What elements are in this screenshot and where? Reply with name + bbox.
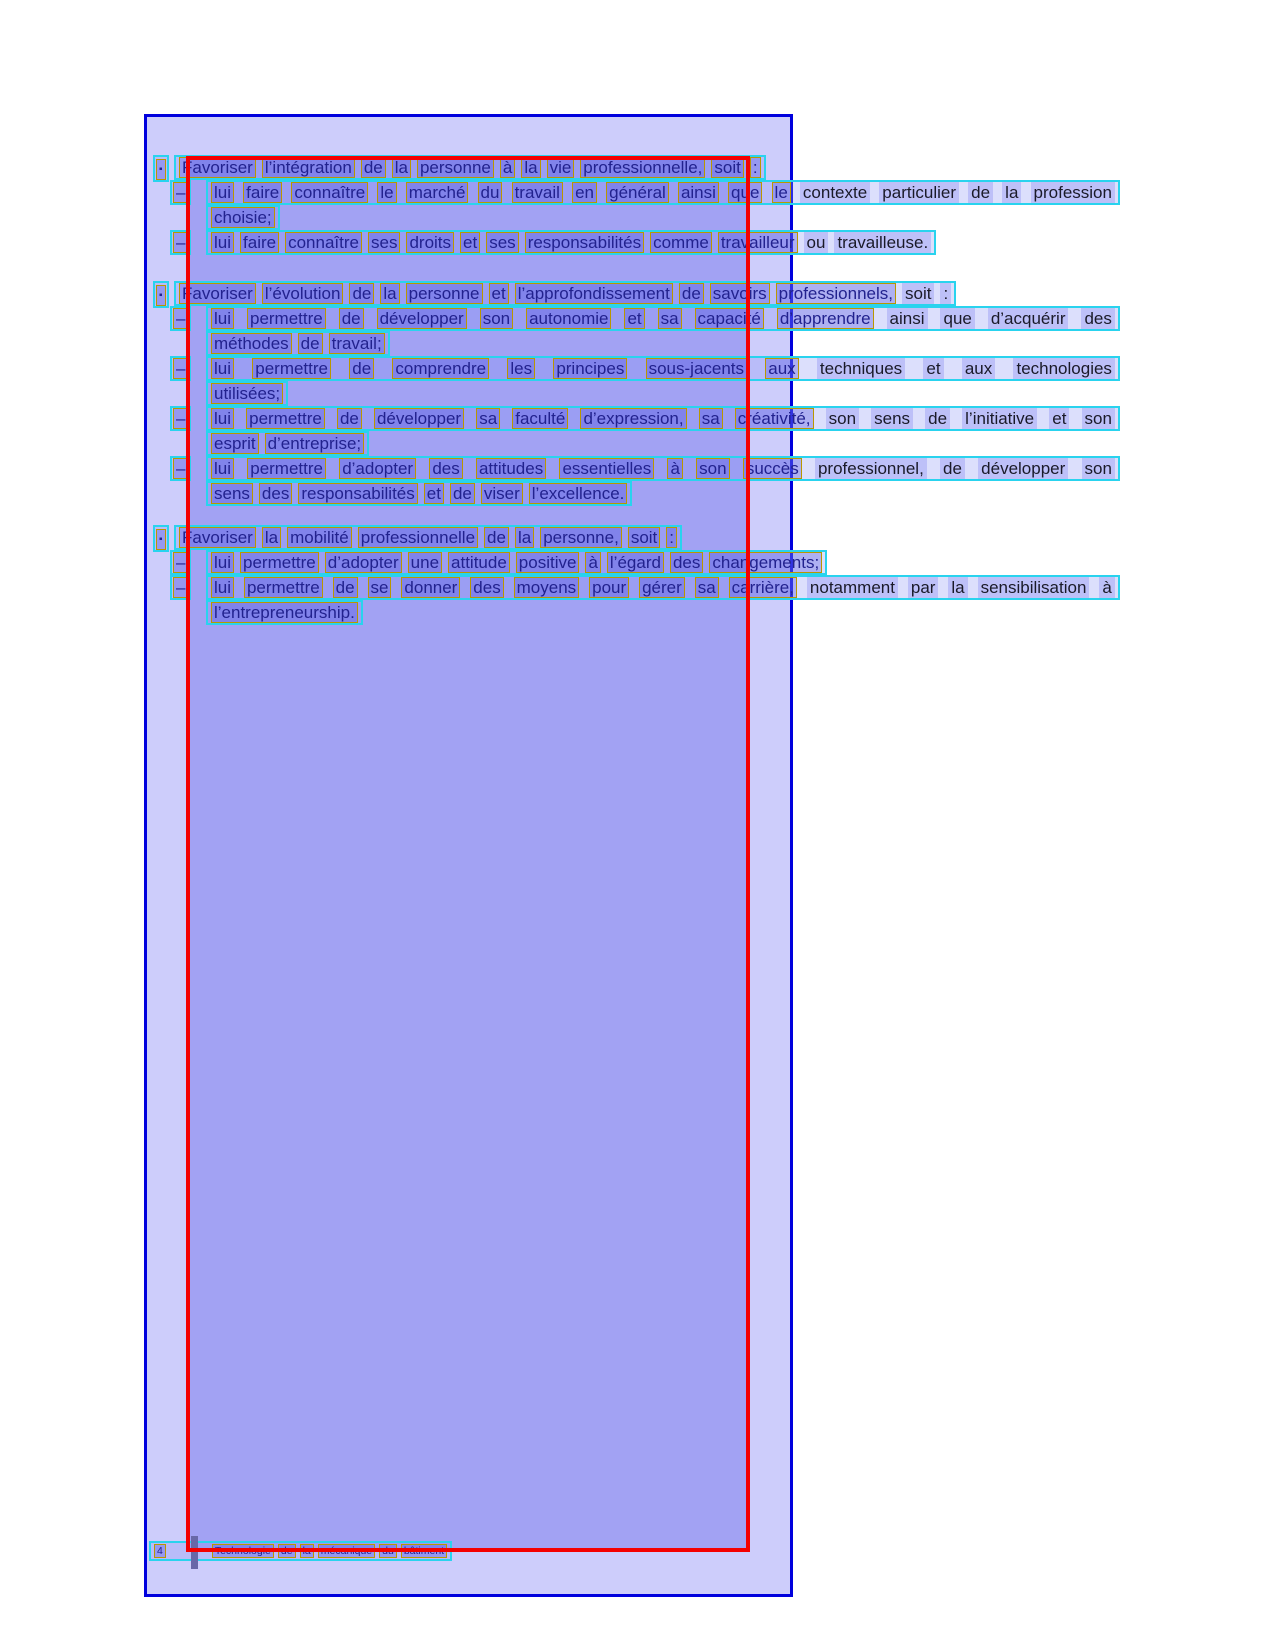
ocr-word: personne	[417, 157, 494, 178]
ocr-word: lui	[211, 577, 234, 598]
ocr-word: d’apprendre	[777, 308, 874, 329]
ocr-word: à	[667, 458, 682, 479]
ocr-word: ▪	[156, 529, 166, 550]
ocr-word: –	[173, 577, 188, 598]
ocr-word: d’adopter	[339, 458, 416, 479]
ocr-word: la	[1002, 182, 1021, 203]
ocr-word: particulier	[879, 182, 959, 203]
ocr-word: utilisées;	[211, 383, 283, 404]
ocr-word: d’entreprise;	[265, 433, 365, 454]
ocr-word: de	[940, 458, 965, 479]
ocr-word: de	[361, 157, 386, 178]
ocr-word: succès	[743, 458, 802, 479]
ocr-word: professionnels,	[776, 283, 896, 304]
ocr-word: le	[377, 182, 396, 203]
ocr-word: –	[173, 232, 188, 253]
ocr-word: général	[606, 182, 669, 203]
ocr-word: par	[908, 577, 939, 598]
ocr-word: l’intégration	[262, 157, 355, 178]
ocr-word: son	[480, 308, 513, 329]
ocr-word: permettre	[247, 458, 326, 479]
ocr-word: soit	[711, 157, 743, 178]
ocr-word: son	[826, 408, 859, 429]
ocr-word: ainsi	[678, 182, 719, 203]
ocr-word: des	[429, 458, 462, 479]
ocr-word: sa	[476, 408, 500, 429]
ocr-word: permettre	[240, 552, 319, 573]
ocr-word: l’entrepreneurship.	[211, 602, 358, 623]
ocr-word: carrière,	[729, 577, 797, 598]
ocr-word: personne,	[540, 527, 622, 548]
ocr-word: des	[470, 577, 503, 598]
ocr-word: l’égard	[607, 552, 664, 573]
ocr-word: sous-jacents	[646, 358, 747, 379]
ocr-word: de	[679, 283, 704, 304]
ocr-word: permettre	[247, 308, 326, 329]
ocr-word: –	[173, 408, 188, 429]
ocr-word: lui	[211, 232, 234, 253]
ocr-word: travail;	[329, 333, 385, 354]
ocr-word: professionnelle	[358, 527, 478, 548]
ocr-word: principes	[553, 358, 627, 379]
ocr-word: droits	[406, 232, 454, 253]
ocr-word: d’acquérir	[988, 308, 1069, 329]
ocr-word: sens	[871, 408, 913, 429]
ocr-word: son	[1082, 458, 1115, 479]
ocr-word: changements;	[709, 552, 822, 573]
ocr-word: :	[750, 157, 761, 178]
ocr-word: en	[572, 182, 597, 203]
ocr-word: la	[380, 283, 399, 304]
ocr-word: aux	[765, 358, 798, 379]
ocr-word: du	[478, 182, 503, 203]
ocr-word: son	[696, 458, 729, 479]
ocr-word: aux	[962, 358, 995, 379]
ocr-word: et	[624, 308, 644, 329]
ocr-word: lui	[211, 408, 234, 429]
ocr-word: bâtiment	[401, 1544, 447, 1558]
ocr-word: d’expression,	[580, 408, 686, 429]
ocr-word: et	[489, 283, 509, 304]
page-number: 4	[154, 1544, 166, 1558]
ocr-word: :	[666, 527, 677, 548]
ocr-word: attitudes	[476, 458, 546, 479]
bullet-marker	[153, 281, 169, 308]
ocr-word: de	[450, 483, 475, 504]
ocr-word: travail	[512, 182, 563, 203]
ocr-word: que	[728, 182, 762, 203]
ocr-word: la	[948, 577, 967, 598]
ocr-word: développer	[374, 408, 464, 429]
ocr-word: lui	[211, 458, 234, 479]
ocr-word: sa	[699, 408, 723, 429]
ocr-word: la	[262, 527, 281, 548]
ocr-word: lui	[211, 552, 234, 573]
ocr-word: –	[173, 458, 188, 479]
ocr-word: ses	[486, 232, 518, 253]
ocr-word: du	[379, 1544, 397, 1558]
ocr-word: responsabilités	[298, 483, 417, 504]
ocr-word: ou	[804, 232, 829, 253]
ocr-word: le	[772, 182, 791, 203]
ocr-word: connaître	[285, 232, 362, 253]
ocr-word: capacité	[695, 308, 764, 329]
ocr-word: esprit	[211, 433, 259, 454]
ocr-word: une	[408, 552, 442, 573]
ocr-word: de	[349, 283, 374, 304]
ocr-word: connaître	[291, 182, 368, 203]
ocr-word: professionnelle,	[580, 157, 705, 178]
ocr-word: des	[670, 552, 703, 573]
ocr-word: à	[500, 157, 515, 178]
ocr-word: comprendre	[392, 358, 489, 379]
ocr-word: moyens	[514, 577, 580, 598]
ocr-word: lui	[211, 308, 234, 329]
ocr-word: travailleur	[718, 232, 798, 253]
ocr-word: de	[484, 527, 509, 548]
ocr-word: de	[339, 308, 364, 329]
ocr-word: profession	[1031, 182, 1115, 203]
ocr-word: la	[392, 157, 411, 178]
ocr-word: Favoriser	[179, 283, 256, 304]
ocr-word: ▪	[156, 159, 166, 180]
ocr-word: ainsi	[887, 308, 928, 329]
ocr-word: responsabilités	[525, 232, 644, 253]
ocr-word: de	[925, 408, 950, 429]
ocr-word: gérer	[639, 577, 685, 598]
ocr-word: personne	[406, 283, 483, 304]
ocr-word: essentielles	[559, 458, 654, 479]
ocr-word: comme	[650, 232, 712, 253]
ocr-word: la	[515, 527, 534, 548]
ocr-word: de	[337, 408, 362, 429]
ocr-word: et	[460, 232, 480, 253]
ocr-word: la	[521, 157, 540, 178]
ocr-word: faculté	[512, 408, 568, 429]
ocr-word: à	[1099, 577, 1114, 598]
ocr-word: se	[368, 577, 392, 598]
ocr-word: méthodes	[211, 333, 292, 354]
ocr-word: de	[278, 1544, 296, 1558]
ocr-word: permettre	[244, 577, 323, 598]
ocr-word: –	[173, 552, 188, 573]
ocr-word: l’évolution	[262, 283, 344, 304]
ocr-word: Favoriser	[179, 527, 256, 548]
ocr-word: soit	[902, 283, 934, 304]
ocr-word: notamment	[807, 577, 898, 598]
ocr-word: viser	[481, 483, 523, 504]
ocr-block-box	[186, 156, 750, 1552]
ocr-word: d’adopter	[325, 552, 402, 573]
ocr-word: positive	[516, 552, 580, 573]
ocr-word: de	[333, 577, 358, 598]
ocr-word: les	[507, 358, 535, 379]
ocr-word: professionnel,	[815, 458, 927, 479]
ocr-word: Favoriser	[179, 157, 256, 178]
ocr-word: des	[1081, 308, 1114, 329]
ocr-word: de	[298, 333, 323, 354]
ocr-word: –	[173, 308, 188, 329]
ocr-word: pour	[589, 577, 629, 598]
ocr-word: sens	[211, 483, 253, 504]
ocr-word: l’initiative	[962, 408, 1037, 429]
ocr-word: –	[173, 182, 188, 203]
ocr-word: que	[940, 308, 974, 329]
ocr-word: faire	[243, 182, 282, 203]
ocr-word: savoirs	[710, 283, 770, 304]
ocr-word: Technologie	[212, 1544, 274, 1558]
ocr-word: et	[923, 358, 943, 379]
ocr-word: permettre	[252, 358, 331, 379]
ocr-word: sensibilisation	[978, 577, 1090, 598]
ocr-word: technologies	[1013, 358, 1114, 379]
ocr-word: techniques	[817, 358, 905, 379]
ocr-word: sa	[695, 577, 719, 598]
bullet-marker	[153, 155, 169, 182]
ocr-word: l’excellence.	[529, 483, 628, 504]
ocr-word: travailleuse.	[834, 232, 931, 253]
ocr-word: ▪	[156, 285, 166, 306]
ocr-word: donner	[401, 577, 460, 598]
ocr-word: contexte	[800, 182, 870, 203]
ocr-word: développer	[377, 308, 467, 329]
ocr-word: –	[173, 358, 188, 379]
ocr-word: attitude	[448, 552, 510, 573]
ocr-word: permettre	[246, 408, 325, 429]
ocr-word: la	[300, 1544, 314, 1558]
ocr-word: l’approfondissement	[515, 283, 673, 304]
ocr-word: et	[424, 483, 444, 504]
bullet-marker	[153, 525, 169, 552]
ocr-word: de	[968, 182, 993, 203]
ocr-word: mécanique	[318, 1544, 375, 1558]
ocr-word: vie	[547, 157, 575, 178]
ocr-word: autonomie	[526, 308, 611, 329]
ocr-word: :	[940, 283, 951, 304]
ocr-word: choisie;	[211, 207, 275, 228]
ocr-word: faire	[240, 232, 279, 253]
ocr-word: créativité,	[735, 408, 814, 429]
ocr-word: lui	[211, 182, 234, 203]
ocr-word: ses	[368, 232, 400, 253]
ocr-word: son	[1082, 408, 1115, 429]
ocr-word: à	[585, 552, 600, 573]
ocr-word: sa	[658, 308, 682, 329]
ocr-word: soit	[628, 527, 660, 548]
ocr-word: des	[259, 483, 292, 504]
ocr-word: mobilité	[287, 527, 352, 548]
ocr-word: lui	[211, 358, 234, 379]
ocr-word: de	[349, 358, 374, 379]
ocr-word: développer	[978, 458, 1068, 479]
ocr-word: marché	[406, 182, 469, 203]
ocr-word: et	[1049, 408, 1069, 429]
